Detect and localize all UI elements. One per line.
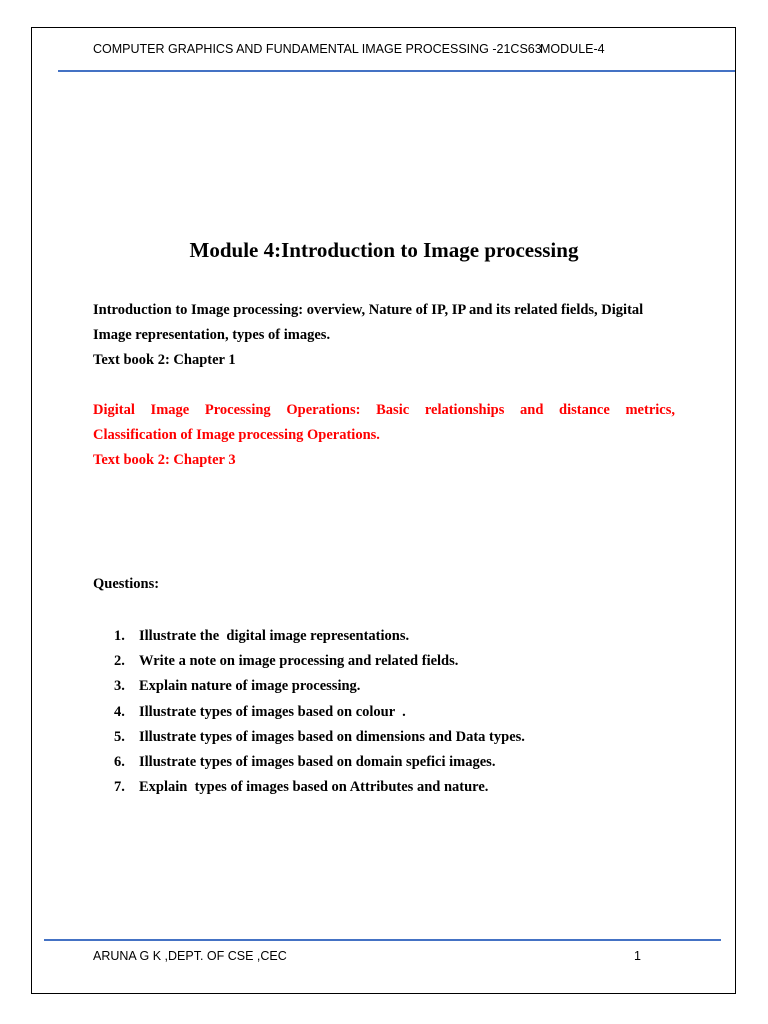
question-item — [114, 727, 525, 752]
question-item — [114, 777, 525, 802]
header-course-title: COMPUTER GRAPHICS AND FUNDAMENTAL IMAGE PROCESSING -21CS63 — [93, 42, 542, 56]
question-number: 5. — [114, 728, 125, 745]
question-number: 4. — [114, 703, 125, 720]
header-divider — [58, 70, 735, 72]
question-number: 6. — [114, 753, 125, 770]
question-item — [114, 651, 525, 676]
question-text: Illustrate types of images based on colour . — [139, 703, 406, 720]
header-module-label: MODULE-4 — [540, 42, 605, 56]
question-item — [114, 752, 525, 777]
question-item — [114, 702, 525, 727]
question-text: Explain nature of image processing. — [139, 678, 361, 695]
page-title: Module 4:Introduction to Image processing — [189, 238, 579, 262]
question-number: 7. — [114, 779, 125, 796]
question-item — [114, 626, 525, 651]
question-text: Illustrate the digital image representations. — [139, 628, 410, 644]
question-text: Illustrate types of images based on dimensions and Data types. — [139, 728, 525, 745]
page-border — [31, 27, 736, 994]
dip-ops-line-1: Digital Image Processing Operations: Basic relationships and distance metrics, — [93, 402, 675, 418]
question-item — [114, 676, 525, 701]
question-text: Write a note on image processing and related fields. — [139, 653, 459, 670]
questions-list — [114, 626, 525, 802]
intro-paragraph — [93, 298, 675, 373]
intro-textbook: Text book 2: Chapter 1 — [93, 352, 236, 368]
question-text: Explain types of images based on Attributes and nature. — [139, 779, 489, 796]
page-number: 1 — [634, 949, 641, 963]
question-text: Illustrate types of images based on domain spefici images. — [139, 753, 496, 770]
question-number: 3. — [114, 678, 125, 695]
intro-line-1: Introduction to Image processing: overview, Nature of IP, IP and its related fields, Digital — [93, 302, 644, 318]
question-number: 2. — [114, 653, 125, 670]
questions-heading: Questions: — [93, 576, 160, 592]
footer-divider — [44, 939, 721, 941]
footer-author: ARUNA G K ,DEPT. OF CSE ,CEC — [93, 949, 287, 963]
question-number: 1. — [114, 628, 125, 644]
intro-line-2: Image representation, types of images. — [93, 327, 331, 343]
dip-ops-line-2: Classification of Image processing Operations. — [93, 427, 380, 443]
dip-operations-paragraph — [93, 398, 675, 473]
dip-ops-textbook: Text book 2: Chapter 3 — [93, 452, 236, 468]
